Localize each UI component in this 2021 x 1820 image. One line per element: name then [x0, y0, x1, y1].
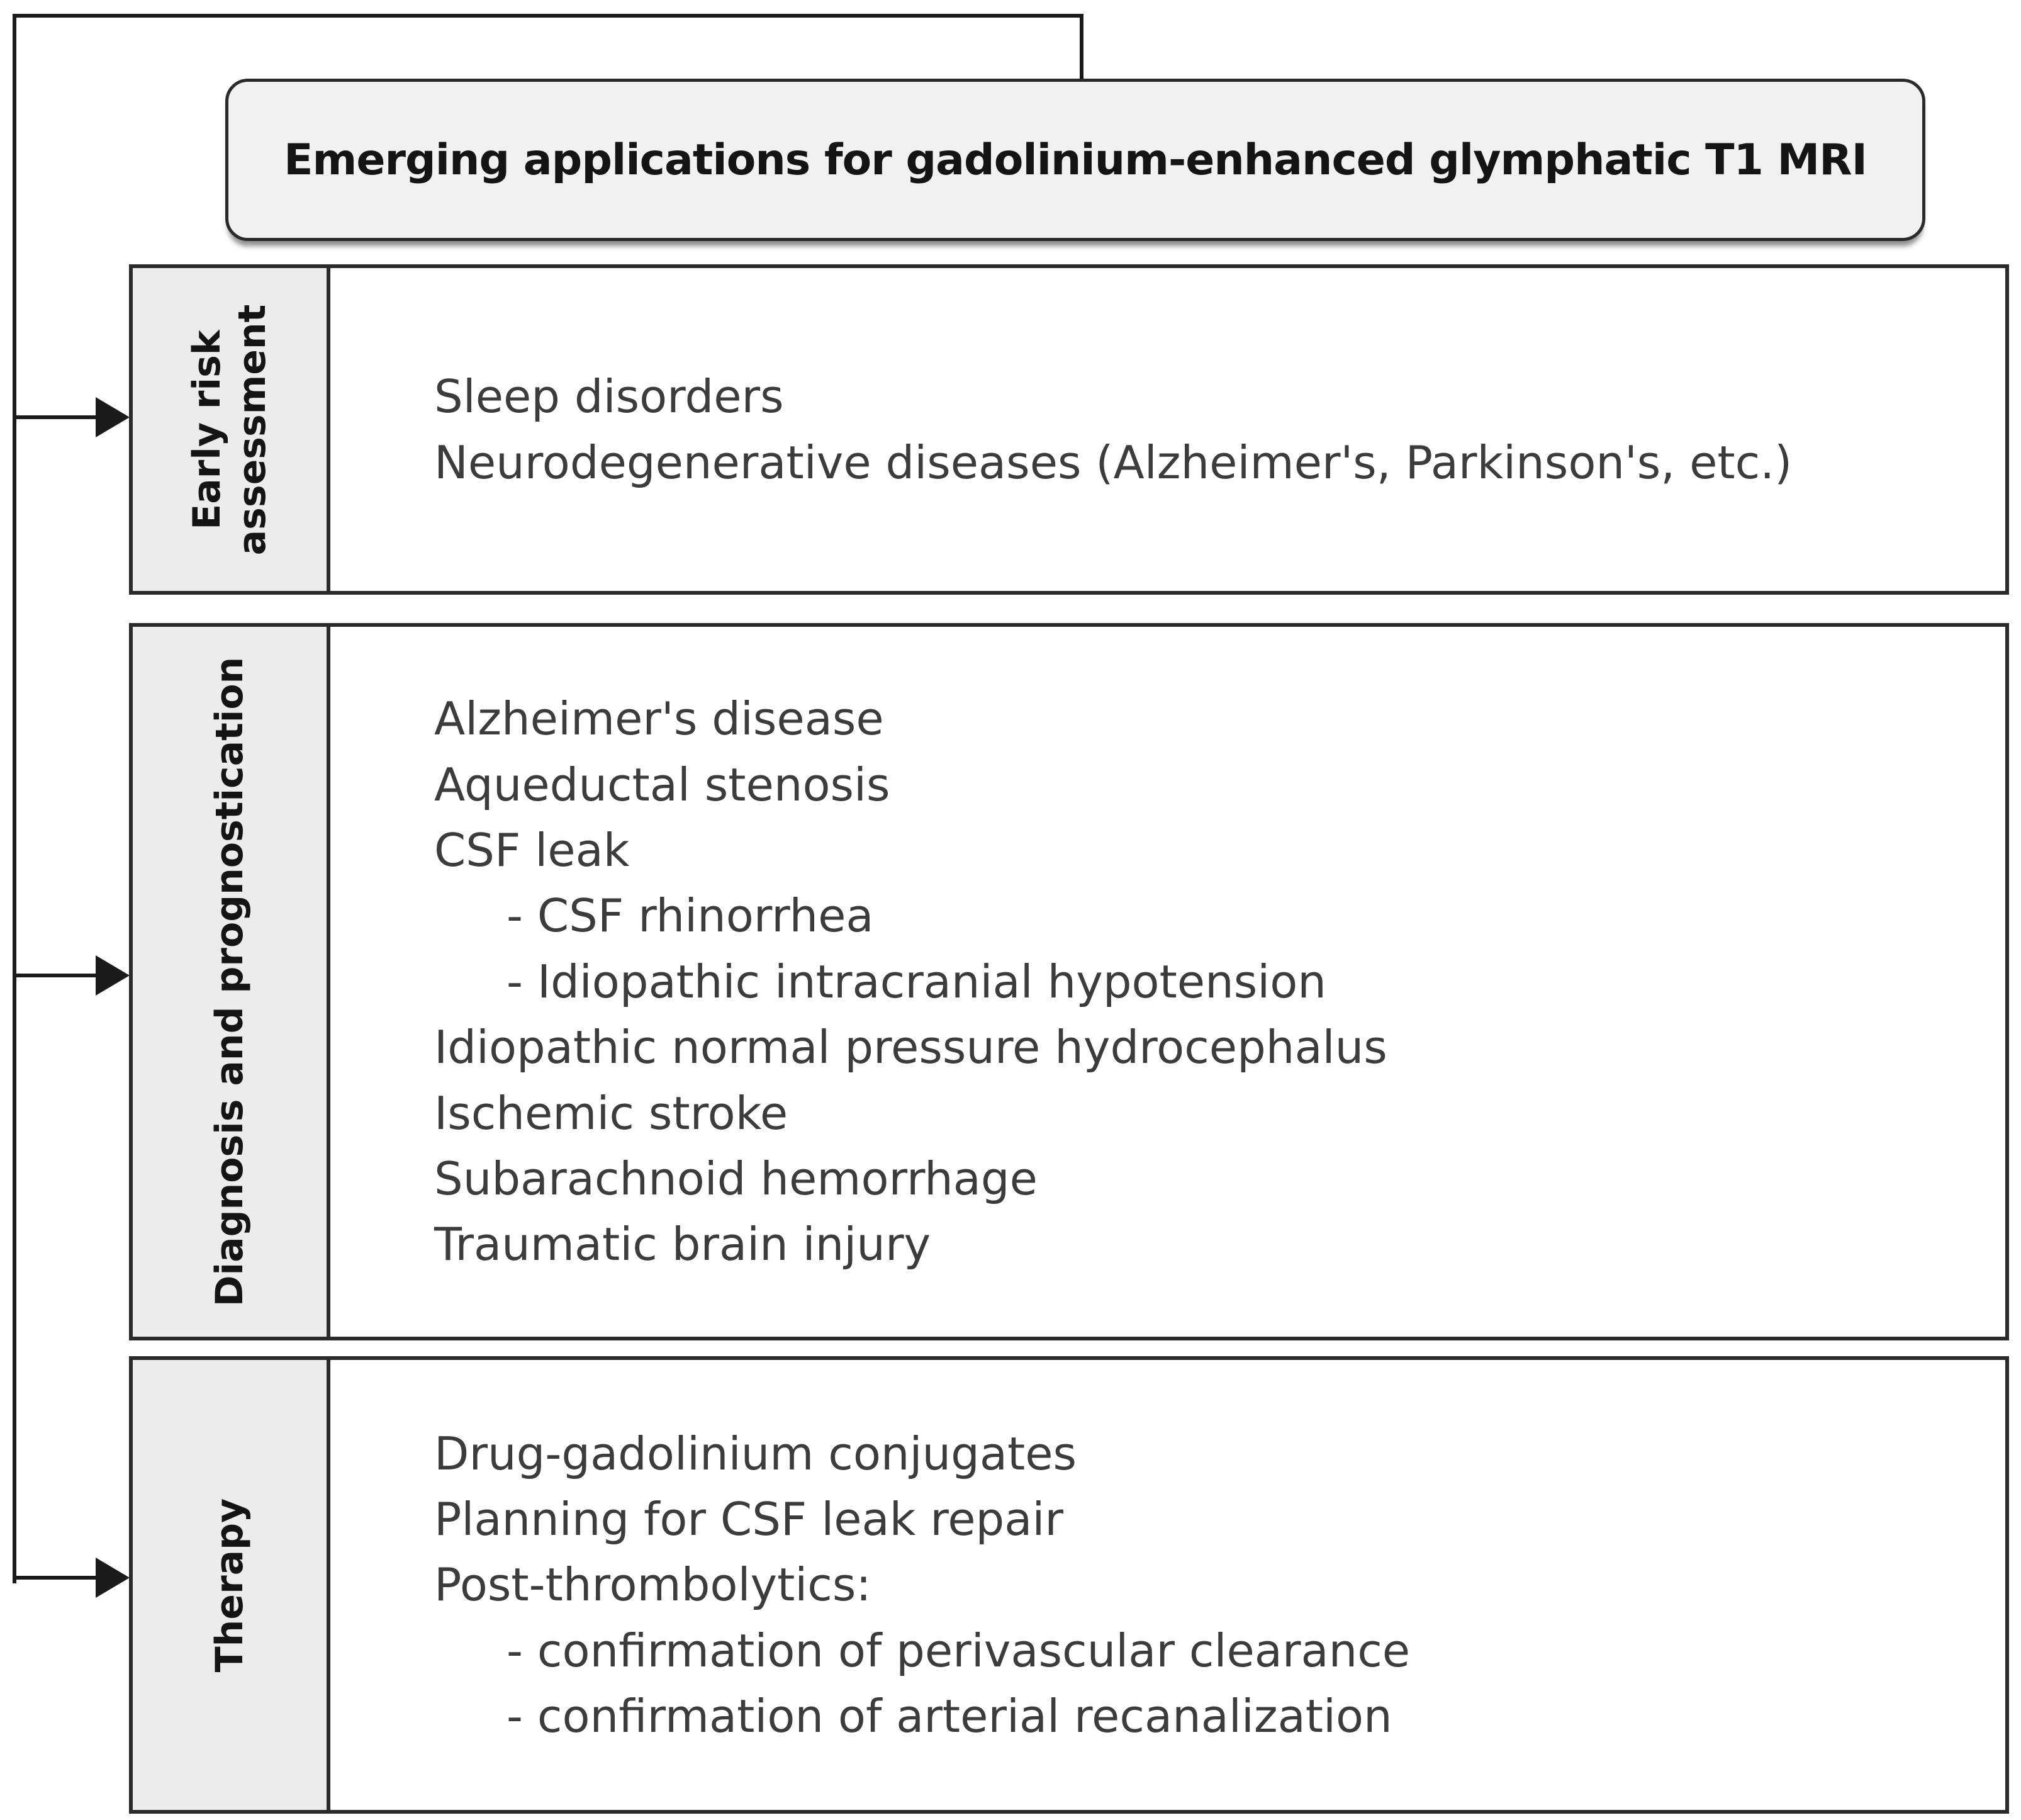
section-content [330, 268, 2005, 591]
list-item: CSF leak [434, 824, 630, 877]
connector-branch-line [14, 415, 98, 419]
list-item: Alzheimer's disease [434, 692, 884, 746]
section-label-line: Early risk [185, 329, 229, 530]
section-label-line: Therapy [208, 1498, 252, 1672]
list-item: Idiopathic normal pressure hydrocephalus [434, 1021, 1387, 1074]
connector-branch-line [14, 1576, 98, 1580]
list-item: - confirmation of arterial recanalization [507, 1690, 1392, 1743]
section-early-risk-assessment [129, 264, 2009, 595]
connector-left-trunk-line [13, 14, 16, 1583]
section-label-column [133, 268, 330, 591]
arrowhead-icon [96, 955, 130, 996]
list-item: - confirmation of perivascular clearance [507, 1624, 1411, 1677]
section-therapy [129, 1356, 2009, 1814]
list-item: Neurodegenerative diseases (Alzheimer's, Parkinson's, etc.) [434, 435, 1793, 489]
arrowhead-icon [96, 397, 130, 437]
section-label [184, 304, 275, 555]
title-box [225, 79, 1925, 241]
section-label [207, 657, 252, 1307]
section-label [207, 1498, 252, 1671]
connector-title-drop-line [1080, 14, 1083, 79]
list-item: Ischemic stroke [434, 1086, 788, 1140]
list-item: Sleep disorders [434, 370, 784, 424]
section-label-column [133, 1360, 330, 1810]
list-item: Traumatic brain injury [434, 1218, 931, 1271]
list-item: Subarachnoid hemorrhage [434, 1152, 1038, 1205]
list-item: Drug-gadolinium conjugates [434, 1427, 1077, 1480]
section-label-line: assessment [230, 304, 274, 555]
section-label-column [133, 627, 330, 1337]
list-item: Aqueductal stenosis [434, 758, 890, 811]
list-item: - CSF rhinorrhea [507, 889, 874, 943]
connector-top-line [13, 14, 1083, 18]
connector-branch-line [14, 974, 98, 977]
section-diagnosis-and-prognostication [129, 623, 2009, 1340]
list-item: - Idiopathic intracranial hypotension [507, 955, 1326, 1008]
list-item: Planning for CSF leak repair [434, 1492, 1063, 1546]
section-content [330, 627, 2005, 1337]
list-item: Post-thrombolytics: [434, 1558, 871, 1612]
section-label-line: Diagnosis and prognostication [208, 656, 252, 1307]
arrowhead-icon [96, 1558, 130, 1598]
section-content [330, 1360, 2005, 1810]
figure-title: Emerging applications for gadolinium-enhanced glymphatic T1 MRI [284, 135, 1867, 185]
